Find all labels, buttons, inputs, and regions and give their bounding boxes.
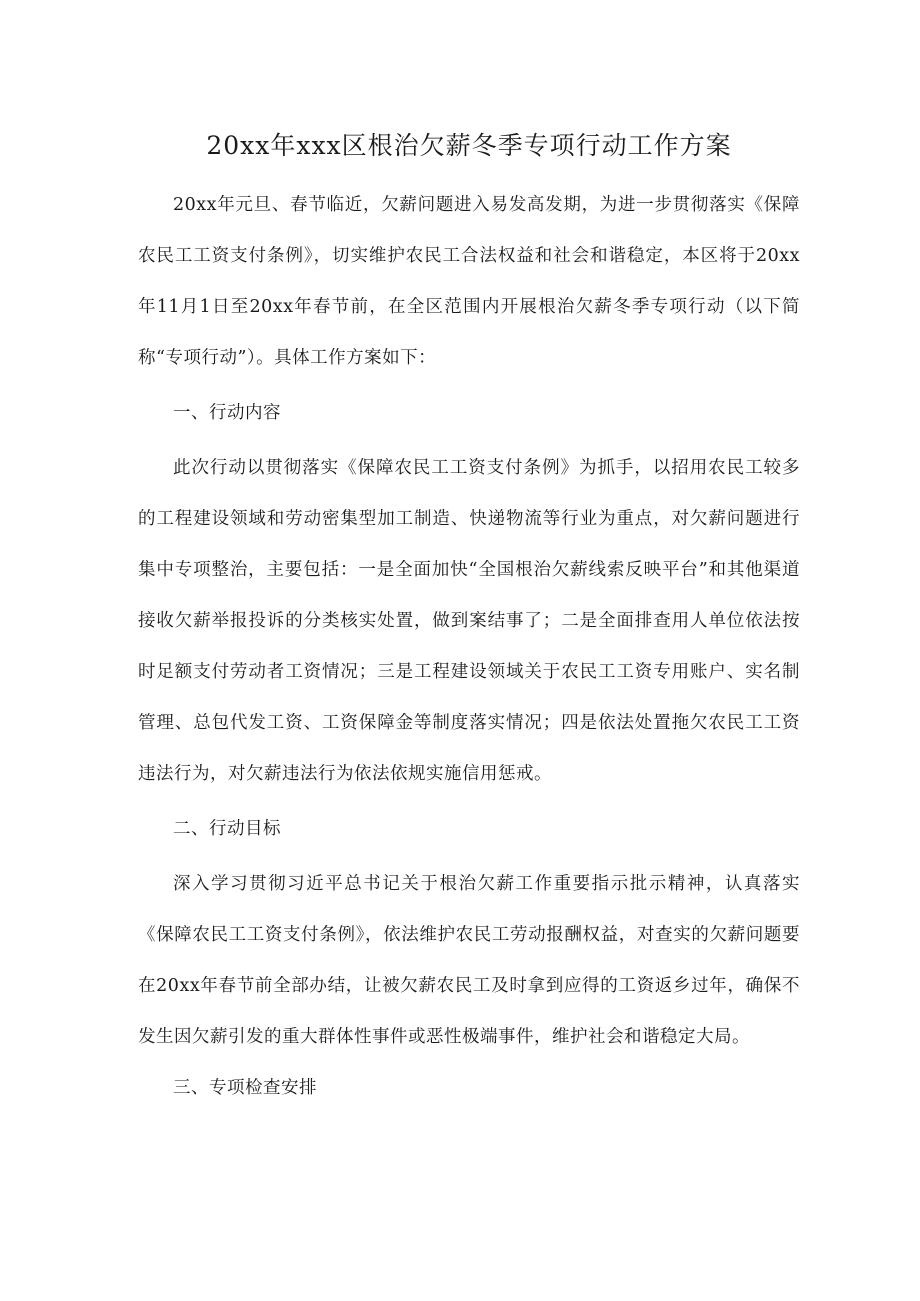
intro-paragraph: 20xx年元旦、春节临近，欠薪问题进入易发高发期，为进一步贯彻落实《保障农民工工资支付条例》，切实维护农民工合法权益和社会和谐稳定，本区将于20xx年11月1日至20xx年春节前，在全区范围内开展根治欠薪冬季专项行动（以下简称“专项行动”）。具体工作方案如下：	[138, 195, 800, 368]
section-heading-3: 三、专项检查安排	[173, 1078, 317, 1098]
section-heading-1: 一、行动内容	[173, 403, 281, 423]
section-heading-2: 二、行动目标	[173, 819, 281, 839]
document-title: 20xx年xxx区根治欠薪冬季专项行动工作方案	[206, 131, 732, 160]
section-body-2: 深入学习贯彻习近平总书记关于根治欠薪工作重要指示批示精神，认真落实《保障农民工工资支付条例》，依法维护农民工劳动报酬权益，对查实的欠薪问题要在20xx年春节前全部办结，让被欠薪农民工及时拿到应得的工资返乡过年，确保不发生因欠薪引发的重大群体性事件或恶性极端事件，维护社会和谐稳定大局。	[138, 874, 800, 1047]
section-body-1: 此次行动以贯彻落实《保障农民工工资支付条例》为抓手，以招用农民工较多的工程建设领域和劳动密集型加工制造、快递物流等行业为重点，对欠薪问题进行集中专项整治，主要包括：一是全面加快“全国根治欠薪线索反映平台”和其他渠道接收欠薪举报投诉的分类核实处置，做到案结事了；二是全面排查用人单位依法按时足额支付劳动者工资情况；三是工程建设领域关于农民工工资专用账户、实名制管理、总包代发工资、工资保障金等制度落实情况；四是依法处置拖欠农民工工资违法行为，对欠薪违法行为依法依规实施信用惩戒。	[138, 458, 800, 784]
